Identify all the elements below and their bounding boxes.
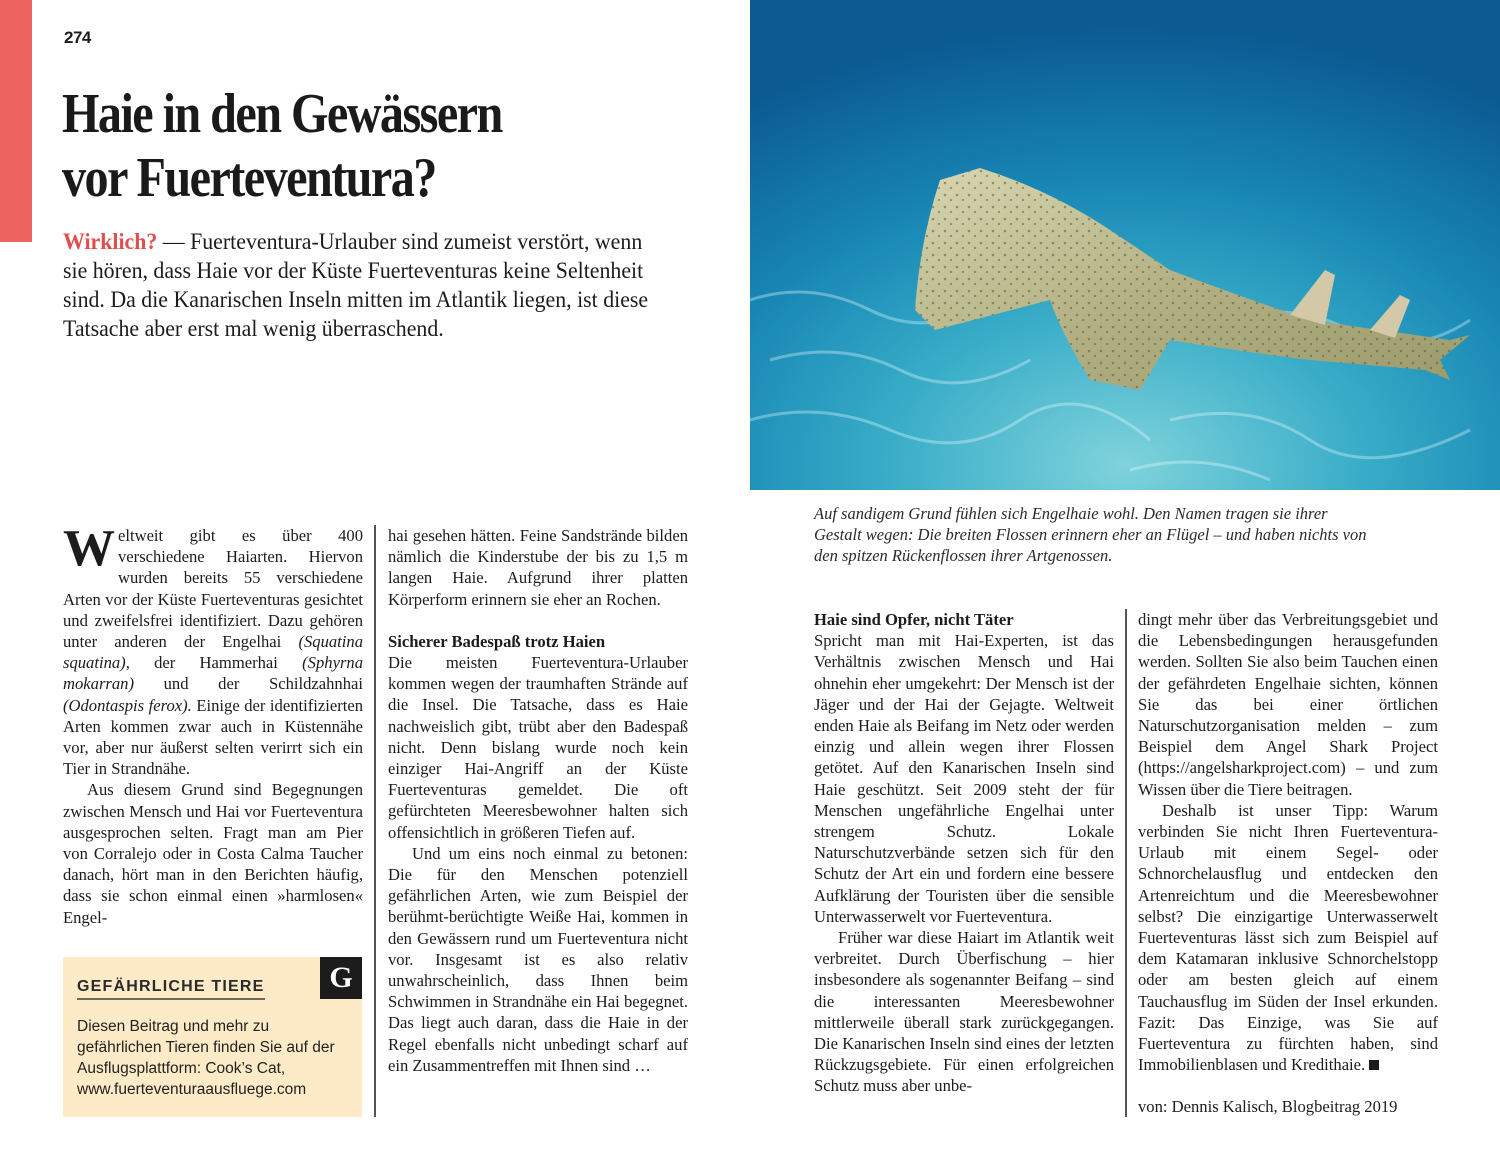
column-divider (1125, 609, 1127, 1117)
column-divider (374, 525, 376, 1117)
body-paragraph: hai gesehen hätten. Feine Sandstrände bilden nämlich die Kinderstube der bis zu 1,5 m langen Haie. Aufgrund ihrer platten Körperform erinnern sie eher an Rochen. (388, 526, 688, 609)
text-column-2 (388, 525, 688, 1076)
end-mark-icon (1369, 1060, 1379, 1070)
lead-paragraph (63, 228, 668, 344)
title-line-1: Haie in den Gewässern (62, 83, 502, 145)
info-box-title: GEFÄHRLICHE TIERE (77, 978, 265, 1000)
species-name: (Sphyrna mokarran) (63, 653, 363, 694)
species-name: (Odontaspis ferox). (63, 695, 192, 715)
page-number: 274 (64, 28, 91, 47)
body-paragraph: Spricht man mit Hai-Experten, ist das Verhältnis zwischen Mensch und Hai ohnehin eher umgekehrt: Der Mensch ist der Jäger und der Hai der Gejagte. Weltweit enden Haie als Beifang im Netz oder werden einzig und allein wegen ihrer Flossen getötet. Auf den Kanarischen Inseln sind Haie geschützt. Seit 2009 steht der für Menschen ungefährliche Engelhai unter strengem Schutz. Lokale Naturschutzverbände setzen sich für den Schutz der Art ein und fordern eine bessere Aufklärung der Touristen über die sensible Unterwasserwelt vor Fuerteventura. (814, 631, 1114, 926)
body-paragraph: Und um eins noch einmal zu betonen: Die für den Menschen potenziell gefährlichen Arten, wie zum Beispiel der berühmt-berüchtigte Weiße Hai, kommen in den Gewässern rund um Fuerteventura nicht vor. Insgesamt ist es also relativ unwahrscheinlich, dass Ihnen beim Schwimmen in Strandnähe ein Hai begegnet. Das liegt auch daran, dass die Haie in der Regel ebenfalls nicht unbedingt scharf auf ein Zusammentreffen mit Ihnen sind … (388, 843, 688, 1075)
title-line-2: vor Fuerteventura? (62, 147, 436, 209)
page-title (62, 82, 733, 210)
body-paragraph: Weltweit gibt es über 400 verschiedene Haiarten. Hiervon wurden bereits 55 verschiedene Arten vor der Küste Fuerteventuras gesichtet und zweifelsfrei identifiziert. Dazu gehören unter anderen der Engelhai (Squatina squatina), der Hammerhai (Sphyrna mokarran) und der Schildzahnhai (Odontaspis ferox). Einige der identifizierten Arten kommen zwar auch in Küstennähe vor, aber nur äußerst selten verirrt sich ein Tier in Strandnähe. (63, 520, 364, 779)
byline: von: Dennis Kalisch, Blogbeitrag 2019 (1138, 1097, 1398, 1117)
angel-shark-photo (750, 0, 1500, 490)
text-column-3 (814, 609, 1114, 1097)
info-box (63, 957, 362, 1117)
body-paragraph: dingt mehr über das Verbreitungsgebiet und die Lebensbedingungen herausgefunden werden. Sollten Sie also beim Tauchen einen der gefährdeten Engelhaie sichten, können Sie das bei einer örtlichen Naturschutzorganisation melden – zum Beispiel dem Angel Shark Project (https://angelsharkproject.com) – und zum Wissen über die Tiere beitragen. (1138, 610, 1438, 799)
category-badge-icon: G (320, 957, 362, 999)
subheading: Haie sind Opfer, nicht Täter (814, 610, 1014, 629)
lead-kicker: Wirklich? (63, 229, 158, 255)
text-column-4 (1138, 609, 1438, 1118)
lead-text: — Fuerteventura-Urlauber sind zumeist verstört, wenn sie hören, dass Haie vor der Küste Fuerteventuras keine Seltenheit sind. Da die Kanarischen Inseln mitten im Atlantik liegen, ist diese Tatsache aber erst mal wenig überraschend. (63, 229, 649, 342)
body-paragraph: Früher war diese Haiart im Atlantik weit verbreitet. Durch Überfischung – hier insbesondere als sogenannter Beifang – sind die interessanten Meeresbewohner mittlerweile überall stark zurückgegangen. Die Kanarischen Inseln sind eines der letzten Rückzugsgebiete. Für einen erfolgreichen Schutz muss aber unbe- (814, 928, 1114, 1096)
body-paragraph: Deshalb ist unser Tipp: Warum verbinden Sie nicht Ihren Fuerteventura-Urlaub mit einem Segel- oder Schnorchelausflug und entdecken den Artenreichtum und die Meeresbewohner selbst? Die einzigartige Unterwasserwelt Fuerteventuras lässt sich zum Beispiel auf dem Katamaran inklusive Schnorchelstopp oder am besten gleich auf einem Tauchausflug im Süden der Insel erkunden. Fazit: Das Einzige, was Sie auf Fuerteventura zu fürchten haben, sind Immobilienblasen und Kredithaie. (1138, 800, 1438, 1075)
photo-caption: Auf sandigem Grund fühlen sich Engelhaie wohl. Den Namen tragen sie ihrer Gestalt wegen: Die breiten Flossen erinnern eher an Flügel – und haben nichts von den spitzen Rückenflossen ihrer Artgenossen. (814, 504, 1367, 565)
angel-shark-illustration (750, 0, 1500, 490)
species-name: (Squatina squatina), (63, 632, 363, 673)
subheading: Sicherer Badespaß trotz Haien (388, 631, 606, 651)
text-column-1 (63, 520, 364, 928)
body-paragraph: Aus diesem Grund sind Begegnungen zwischen Mensch und Hai vor Fuerteventura ausgesprochen selten. Fragt man am Pier von Corralejo oder in Costa Calma Taucher danach, hört man in den Berichten häufig, dass sie schon einmal einen »harmlosen« Engel- (63, 780, 363, 927)
accent-bar (0, 0, 32, 242)
body-paragraph: Die meisten Fuerteventura-Urlauber kommen wegen der traumhaften Strände auf die Insel. Die Tatsache, dass es Haie nachweislich gibt, trübt aber den Badespaß nicht. Denn bislang wurde noch kein einziger Hai-Angriff an der Küste Fuerteventuras gemeldet. Die oft gefürchteten Meeresbewohner halten sich offensichtlich in größeren Tiefen auf. (388, 653, 688, 842)
info-box-text: Diesen Beitrag und mehr zu gefährlichen Tieren finden Sie auf der Ausflugsplattform: Cook’s Cat, www.fuerteventuraausfluege.com (77, 1018, 335, 1098)
drop-cap: W (63, 520, 115, 577)
